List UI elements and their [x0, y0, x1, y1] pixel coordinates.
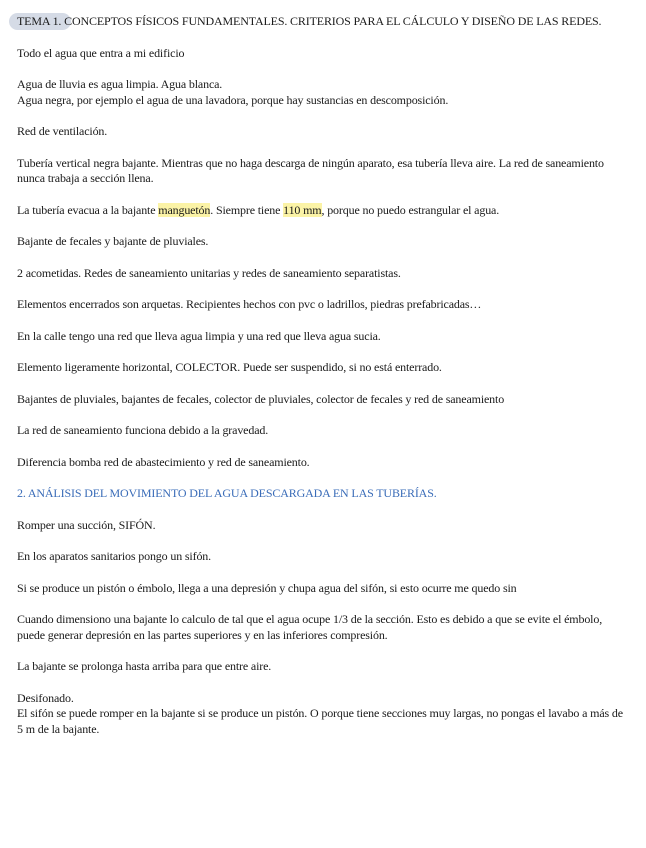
- text-run: La tubería evacua a la bajante: [17, 202, 159, 217]
- paragraph: Cuando dimensiono una bajante lo calculo de tal que el agua ocupe 1/3 de la sección. Esto es debido a que se evite el émbolo, puede generar depresión en las partes superiores y en las inferiores compresión.: [17, 612, 603, 642]
- paragraph: [17, 203, 629, 219]
- document-page: [17, 14, 629, 753]
- paragraph: 2 acometidas. Redes de saneamiento unitarias y redes de saneamiento separatistas.: [17, 265, 401, 280]
- highlighted-text: manguetón: [158, 202, 211, 217]
- paragraph: Bajante de fecales y bajante de pluviales.: [17, 234, 209, 248]
- paragraph-line: El sifón se puede romper en la bajante si se produce un pistón. O porque tiene secciones muy largas, no pongas el lavabo a más de 5 m de la bajante.: [17, 706, 623, 736]
- paragraph: Red de ventilación.: [17, 124, 108, 138]
- paragraph: Todo el agua que entra a mi edificio: [17, 45, 185, 60]
- paragraph-line: Agua de lluvia es agua limpia. Agua blanca.: [17, 77, 223, 91]
- paragraph-line: Agua negra, por ejemplo el agua de una lavadora, porque hay sustancias en descomposición.: [17, 92, 449, 107]
- paragraph: Bajantes de pluviales, bajantes de fecales, colector de pluviales, colector de fecales y red de saneamiento: [17, 391, 505, 406]
- paragraph: Romper una succión, SIFÓN.: [17, 517, 156, 532]
- text-run: , porque no puedo estrangular el agua.: [321, 202, 500, 217]
- highlighted-text: 110 mm: [283, 202, 322, 217]
- paragraph: En la calle tengo una red que lleva agua limpia y una red que lleva agua sucia.: [17, 328, 381, 343]
- paragraph: [17, 691, 629, 738]
- paragraph: Elementos encerrados son arquetas. Recipientes hechos con pvc o ladrillos, piedras prefabricadas…: [17, 297, 482, 311]
- paragraph-line: Desifonado.: [17, 690, 74, 705]
- paragraph: Si se produce un pistón o émbolo, llega a una depresión y chupa agua del sifón, si esto ocurre me quedo sin: [17, 580, 517, 595]
- paragraph: [17, 77, 629, 108]
- paragraph: Elemento ligeramente horizontal, COLECTOR. Puede ser suspendido, si no está enterrado.: [17, 360, 442, 374]
- section-heading: 2. ANÁLISIS DEL MOVIMIENTO DEL AGUA DESCARGADA EN LAS TUBERÍAS.: [17, 486, 437, 500]
- paragraph: La bajante se prolonga hasta arriba para que entre aire.: [17, 659, 272, 673]
- document-title: TEMA 1. CONCEPTOS FÍSICOS FUNDAMENTALES. CRITERIOS PARA EL CÁLCULO Y DISEÑO DE LAS REDES.: [17, 14, 629, 30]
- paragraph: Diferencia bomba red de abastecimiento y red de saneamiento.: [17, 454, 310, 469]
- paragraph: La red de saneamiento funciona debido a la gravedad.: [17, 423, 269, 437]
- text-run: . Siempre tiene: [210, 202, 284, 217]
- paragraph: Tubería vertical negra bajante. Mientras que no haga descarga de ningún aparato, esa tubería lleva aire. La red de saneamiento nunca trabaja a sección llena.: [17, 155, 604, 185]
- paragraph: En los aparatos sanitarios pongo un sifón.: [17, 549, 212, 563]
